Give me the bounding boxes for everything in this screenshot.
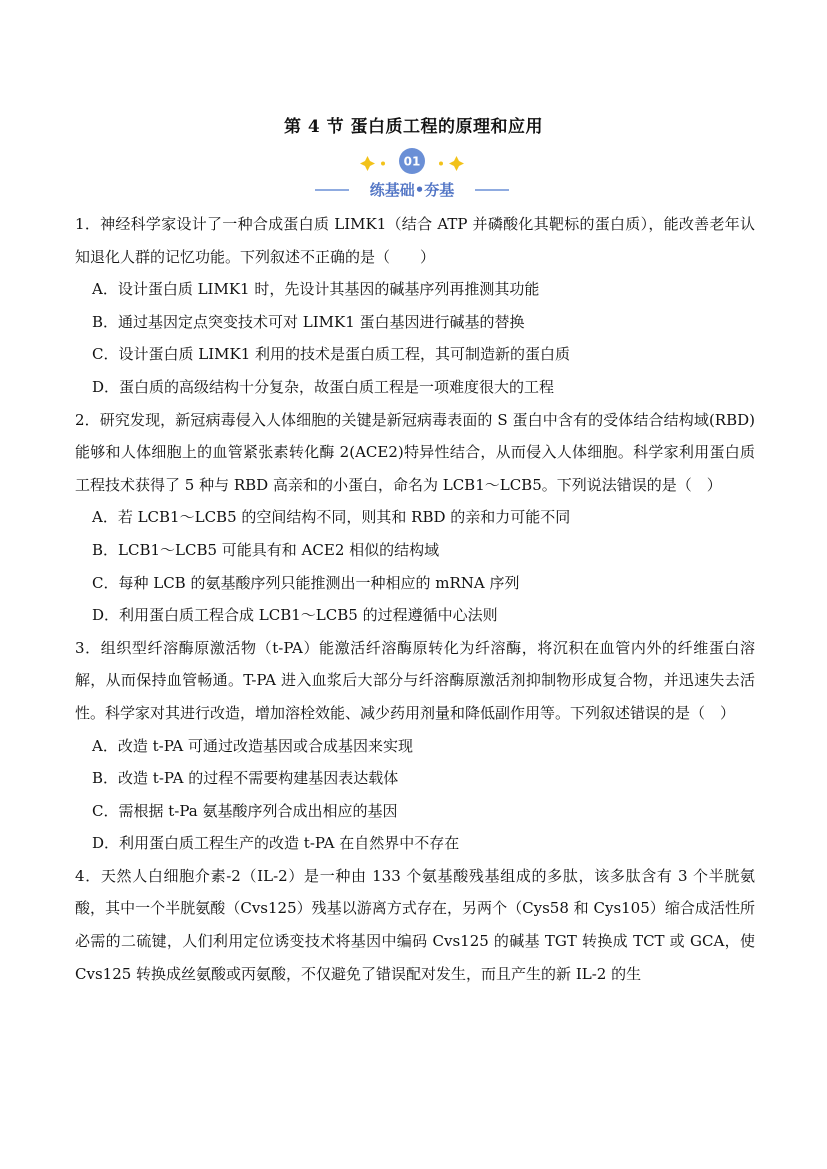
- option-c: C．需根据 t-Pa 氨基酸序列合成出相应的基因: [92, 801, 398, 820]
- option-d: D．利用蛋白质工程合成 LCB1～LCB5 的过程遵循中心法则: [92, 606, 498, 625]
- page-title: 第 4 节 蛋白质工程的原理和应用: [283, 117, 544, 137]
- option-b: B．LCB1～LCB5 可能具有和 ACE2 相似的结构域: [92, 540, 440, 559]
- option-a: A．若 LCB1～LCB5 的空间结构不同，则其和 RBD 的亲和力可能不同: [92, 508, 571, 527]
- option-b: B．通过基因定点突变技术可对 LIMK1 蛋白基因进行碱基的替换: [92, 312, 525, 331]
- question-stem: 3．组织型纤溶酶原激活物（t-PA）能激活纤溶酶原转化为纤溶酶，将沉积在血管内外的纤维蛋白溶解，从而保持血管畅通。T-PA 进入血浆后大部分与纤溶酶原激活剂抑制物形成复合物，并迅速失去活性。科学家对其进行改造，增加溶栓效能、减少药用剂量和降低副作用等。下列叙述错误的是（ ）: [75, 638, 755, 722]
- question-stem: 1．神经科学家设计了一种合成蛋白质 LIMK1（结合 ATP 并磷酸化其靶标的蛋白质），能改善老年认知退化人群的记忆功能。下列叙述不正确的是（ ）: [75, 215, 755, 266]
- option-d: D．蛋白质的高级结构十分复杂，故蛋白质工程是一项难度很大的工程: [92, 377, 555, 396]
- badge-number: 01: [403, 154, 421, 169]
- question-1: [75, 208, 755, 404]
- option-a: A．设计蛋白质 LIMK1 时，先设计其基因的碱基序列再推测其功能: [92, 280, 540, 299]
- sparkle-right-icon: [449, 156, 464, 171]
- sparkle-left-icon: [360, 156, 375, 171]
- badge-label: 练基础•夯基: [369, 181, 455, 199]
- option-d: D．利用蛋白质工程生产的改造 t-PA 在自然界中不存在: [92, 834, 460, 853]
- option-c: C．设计蛋白质 LIMK1 利用的技术是蛋白质工程，其可制造新的蛋白质: [92, 345, 571, 364]
- question-2: [75, 404, 755, 632]
- option-c: C．每种 LCB 的氨基酸序列只能推测出一种相应的 mRNA 序列: [92, 573, 520, 592]
- dot-right-icon: [439, 162, 443, 166]
- question-4: [75, 860, 755, 990]
- option-b: B．改造 t-PA 的过程不需要构建基因表达载体: [92, 769, 399, 788]
- question-stem: 4．天然人白细胞介素-2（IL-2）是一种由 133 个氨基酸残基组成的多肽，该多肽含有 3 个半胱氨酸，其中一个半胱氨酸（Cvs125）残基以游离方式存在，另两个（Cys58 和 Cys105）缩合成活性所必需的二硫键，人们利用定位诱变技术将基因中编码 Cvs125 的碱基 TGT 转换成 TCT 或 GCA，使 Cvs125 转换成丝氨酸或丙氨酸，不仅避免了错误配对发生，而且产生的新 IL-2 的生: [75, 866, 755, 983]
- option-a: A．改造 t-PA 可通过改造基因或合成基因来实现: [92, 736, 414, 755]
- dot-left-icon: [381, 162, 385, 166]
- question-stem: 2．研究发现，新冠病毒侵入人体细胞的关键是新冠病毒表面的 S 蛋白中含有的受体结合结构域(RBD)能够和人体细胞上的血管紧张素转化酶 2(ACE2)特异性结合，从而侵入人体细胞。科学家利用蛋白质工程技术获得了 5 种与 RBD 高亲和的小蛋白，命名为 LCB1～LCB5。下列说法错误的是（ ）: [75, 410, 755, 494]
- question-list: [75, 208, 755, 990]
- question-3: [75, 632, 755, 860]
- section-badge: [313, 145, 513, 203]
